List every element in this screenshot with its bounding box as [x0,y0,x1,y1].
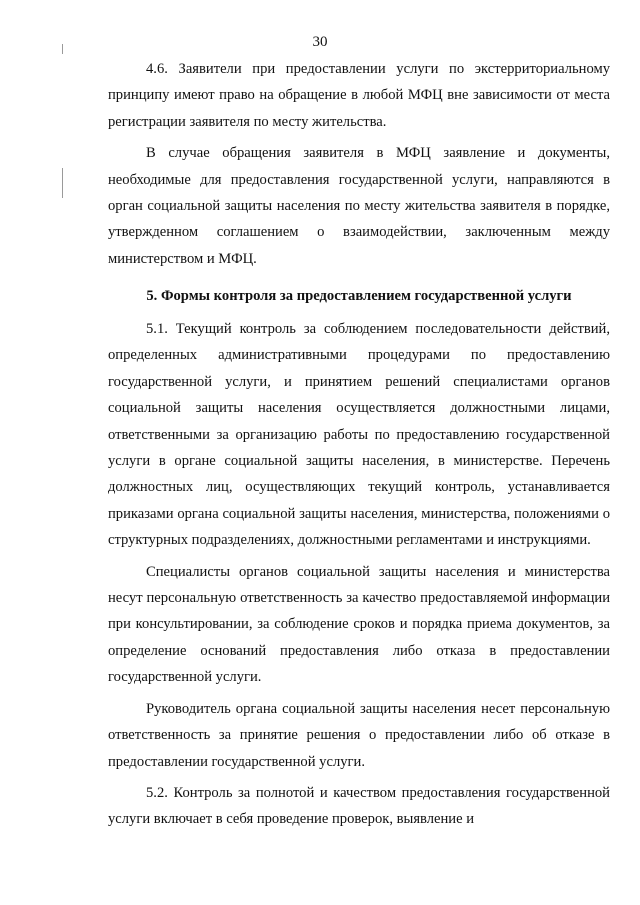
text-section-bottom [108,316,610,833]
section-heading: 5. Формы контроля за предоставлением государственной услуги [146,288,572,304]
page-number: 30 [312,34,328,50]
paragraph-5-1: 5.1. Текущий контроль за соблюдением последовательности действий, определенных административными процедурами по предоставлению государственной услуги, и принятием решений специалистами органов социальной защиты населения осуществляется должностными лицами, ответственными за организацию работы по предоставлению государственной услуги в органе социальной защиты населения, в министерстве. Перечень должностных лиц, осуществляющих текущий контроль, устанавливается приказами органа социальной защиты населения, министерства, положениями о структурных подразделениях, должностными регламентами и инструкциями. [108,321,610,549]
paragraph-mfc-documents: В случае обращения заявителя в МФЦ заявление и документы, необходимые для предоставления государственной услуги, направляются в орган социальной защиты населения по месту жительства заявителя в порядке, утвержденном соглашением о взаимодействии, заключенным между министерством и МФЦ. [108,145,610,267]
paragraph-4-6: 4.6. Заявители при предоставлении услуги по экстерриториальному принципу имеют право на обращение в любой МФЦ вне зависимости от места регистрации заявителя по месту жительства. [108,61,610,130]
text-section-top [108,56,610,272]
paragraph-head-responsibility: Руководитель органа социальной защиты населения несет персональную ответственность за принятие решения о предоставлении либо об отказе в предоставлении государственной услуги. [108,700,610,770]
left-margin-mark [62,168,63,198]
paragraph-5-2: 5.2. Контроль за полнотой и качеством предоставления государственной услуги включает в себя проведение проверок, выявление и [108,784,610,828]
paragraph-specialists-responsibility: Специалисты органов социальной защиты населения и министерства несут персональную ответственность за качество предоставляемой информации при консультировании, за соблюдение сроков и порядка приема документов, за определение оснований предоставления либо отказа в предоставлении государственной услуги. [108,563,610,686]
